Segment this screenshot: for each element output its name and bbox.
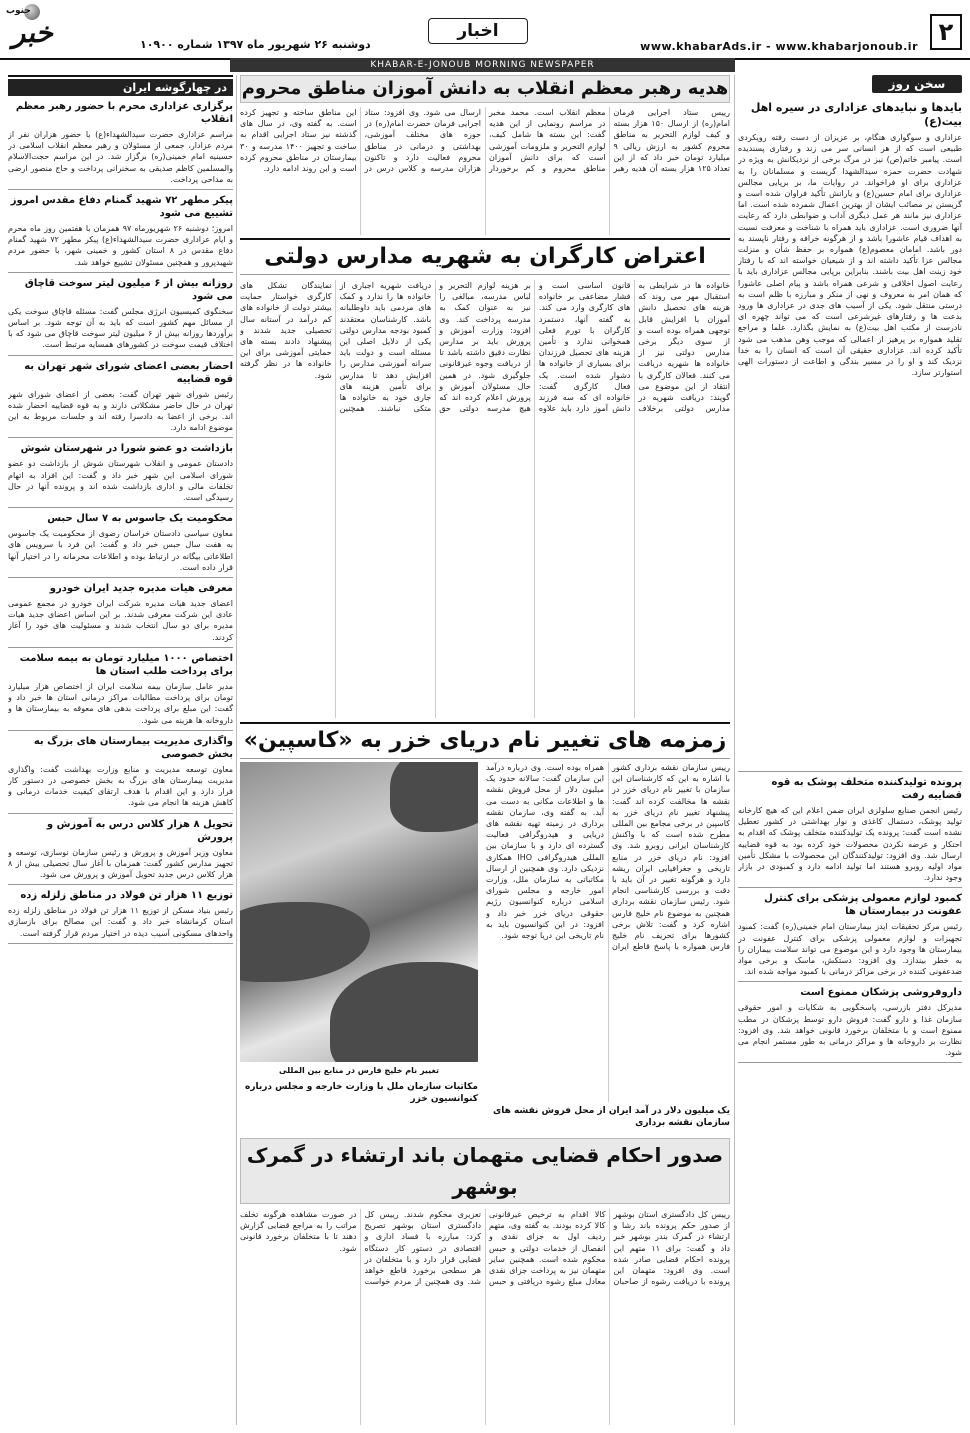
divider	[8, 577, 233, 578]
left-news-item	[8, 889, 233, 944]
editorial-tab: سخن روز	[872, 75, 962, 93]
story-4-headline: صدور احکام قضایی متهمان باند ارتشاء در گمرک بوشهر	[240, 1138, 730, 1204]
left-news-column	[8, 75, 233, 1425]
divider	[8, 189, 233, 190]
right-news-item-headline: داروفروشی پزشکان ممنوع است	[800, 987, 962, 999]
divider	[738, 887, 962, 888]
english-band: KHABAR-E-JONOUB MORNING NEWSPAPER	[230, 58, 735, 72]
left-news-item	[8, 277, 233, 356]
story-3-photo-block	[240, 762, 478, 1122]
right-news-item-text: مدیرکل دفتر بازرسی، پاسخگویی به شکایات و امور حقوقی سازمان غذا و دارو گفت: فروش دارو توسط پزشکان در مطب ممنوع است و با متخلفان برخورد قانونی خواهد شد. وی افزود: نظارت بر داروخانه ها و مراکز درمانی به طور مستمر انجام می شود.	[738, 1003, 962, 1058]
divider	[738, 981, 962, 982]
story-2-text: خانواده ها در شرایطی به استقبال مهر می روند که هزینه های تحصیل دانش آموزان با افزایش قابل توجهی همراه بوده است و از سوی دیگر برخی مدارس دولتی نیز از خانواده ها شهریه دریافت می کنند. فعالان کارگری با انتقاد از این موضوع می گویند: دریافت شهریه در مدارس دولتی برخلاف قانون اساسی است و فشار مضاعفی بر خانواده های کارگری وارد می کند. به گفته آنها، دستمزد کارگران با تورم فعلی همخوانی ندارد و تأمین هزینه های تحصیل فرزندان برای بسیاری از خانواده ها دشوار شده است. یک فعال کارگری گفت: خانواده ای که سه فرزند دانش آموز دارد باید علاوه بر هزینه لوازم التحریر و لباس مدرسه، مبالغی را نیز به عنوان کمک به مدرسه پرداخت کند. وی افزود: وزارت آموزش و پرورش باید بر مدارس نظارت دقیق داشته باشد تا از دریافت وجوه غیرقانونی جلوگیری شود. در همین حال مسئولان آموزش و پرورش اعلام کرده اند که هیچ مدرسه دولتی حق دریافت شهریه اجباری از خانواده ها را ندارد و کمک های مردمی باید داوطلبانه باشد. کارشناسان معتقدند کمبود بودجه مدارس دولتی یکی از دلایل اصلی این مسئله است و دولت باید سرانه آموزشی مدارس را افزایش دهد تا مدارس برای تأمین هزینه های جاری خود به خانواده ها متکی نباشند. همچنین نمایندگان تشکل های کارگری خواستار حمایت بیشتر دولت از خانواده های کم درآمد در آستانه سال تحصیلی جدید شدند و پیشنهاد دادند بسته های حمایتی آموزشی برای این خانواده ها در نظر گرفته شود.	[240, 281, 730, 414]
left-news-item-headline: اختصاص ۱۰۰۰ میلیارد تومان به بیمه سلامت برای پرداخت طلب استان ها	[19, 652, 233, 677]
divider	[8, 813, 233, 814]
left-news-item-text: رئیس بنیاد مسکن از توزیع ۱۱ هزار تن فولاد در مناطق زلزله زده استان کرمانشاه خبر داد و گفت: این مصالح برای بازسازی واحدهای مسکونی آسیب دیده در اختیار مردم قرار گرفته است.	[8, 906, 233, 938]
divider	[8, 507, 233, 508]
column-rule-left	[236, 75, 237, 1425]
left-news-item	[8, 512, 233, 578]
editorial-tab-bar	[738, 75, 962, 95]
left-news-item	[8, 100, 233, 190]
caspian-photo	[240, 762, 478, 1062]
editorial-text: عزاداری و سوگواری هنگام، بر عزیزان از دست رفته رویکردی طبیعی است که از هر انسانی سر می زند و رفتاری پسندیده است. پیامبر خاتم(ص) نیز در مرگ برخی از نزدیکانش به ویژه در شهادت حضرت حمزه سیدالشهدا گریست و مسلمانان را به عزاداری برای او فراخواند. در روایات ما، بر برپایی مجالس عزاداری برای امام حسین(ع) و یارانش تأکید فراوان شده است و گریستن بر مصائب ایشان از بهترین اعمال شمرده شده است. اما عزاداری نیز مانند هر عمل دیگری آداب و ضوابطی دارد که رعایت آنها ضروری است. عزاداری باید همراه با شناخت و معرفت نسبت به اهداف قیام عاشورا باشد و از هرگونه خرافه و رفتار ناپسند به دور باشد. امامان معصوم(ع) همواره بر حفظ شأن و منزلت مجالس عزا تأکید داشته اند و از شیعیان خواسته اند که با رفتار خود زینت اهل بیت باشند. بنابراین برپایی مجالس عزاداری باید با رعایت اصول اخلاقی و شرعی همراه باشد و پیام اصلی عاشورا که همان امر به معروف و نهی از منکر و مبارزه با ظلم است به درستی منتقل شود. یکی از آسیب های جدی در عزاداری ها ورود بدعت ها و رفتارهای غیرشرعی است که می تواند چهره ای نادرست از مکتب اهل بیت(ع) به نمایش بگذارد. علما و مراجع تقلید همواره بر پرهیز از اعمالی که موجب وهن مذهب می شود تأکید کرده اند. عزاداری حقیقی آن است که انسان را به خدا نزدیک کند و او را در مسیر بندگی و اطاعت از دستورات الهی استوارتر سازد.	[738, 133, 962, 378]
left-news-item	[8, 735, 233, 814]
right-news-item-headline: کمبود لوازم معمولی پزشکی برای کنترل عفونت در بیمارستان ها	[764, 893, 962, 918]
right-news-list	[738, 776, 962, 1063]
divider	[8, 884, 233, 885]
editorial-headline: بایدها و نبایدهای عزاداری در سیره اهل بیت(ع)	[750, 101, 962, 128]
right-news-item	[738, 892, 962, 982]
left-news-item-text: دادستان عمومی و انقلاب شهرستان شوش از بازداشت دو عضو شورای اسلامی این شهر خبر داد و گفت: این افراد به اتهام تخلفات مالی و اداری بازداشت شده اند و پرونده آنها در حال رسیدگی است.	[8, 459, 233, 503]
story-1-text: رییس ستاد اجرایی فرمان امام(ره) از ارسال ۱۵۰ هزار بسته و کیف لوازم التحریر به مناطق محروم کشور به ارزش ریالی ۹ میلیارد تومان خبر داد که از این تعداد ۱۲۵ هزار بسته آن هدیه رهبر معظم انقلاب است. محمد مخبر در مراسم رونمایی از این هدیه گفت: این بسته ها شامل کیف، لوازم التحریر و ملزومات آموزشی است که برای دانش آموزان مناطق محروم و کم برخوردار ارسال می شود. وی افزود: ستاد اجرایی فرمان حضرت امام(ره) در حوزه های مختلف آموزشی، بهداشتی و درمانی در مناطق محروم فعالیت دارد و تاکنون هزاران مدرسه و کلاس درس در این مناطق ساخته و تجهیز کرده است. به گفته وی، در سال های گذشته نیز ستاد اجرایی اقدام به ساخت و تجهیز ۱۴۰۰ مدرسه و ۳۰ بیمارستان در مناطق محروم کرده است و این روند ادامه دارد.	[240, 108, 730, 174]
left-news-item-text: مراسم عزاداری حضرت سیدالشهداء(ع) با حضور هزاران نفر از مردم عزادار، جمعی از مسئولان و رهبر معظم انقلاب اسلامی در حسینیه امام خمینی(ره) برگزار شد. در این مراسم حجت‌الاسلام والمسلمین کاظم صدیقی به سخنرانی پرداخت و حاج منصور ارضی به مداحی پرداخت.	[8, 130, 233, 184]
story-1	[240, 75, 730, 235]
story-3-text-block	[486, 762, 730, 1132]
left-news-item-text: معاون توسعه مدیریت و منابع وزارت بهداشت گفت: واگذاری مدیریت بیمارستان های بزرگ به بخش خصوصی در دستور کار قرار دارد و این اقدام با هدف ارتقای کیفیت خدمات درمانی و کاهش هزینه ها انجام می شود.	[8, 764, 233, 808]
story-4	[240, 1138, 730, 1425]
left-news-item	[8, 818, 233, 886]
right-column	[738, 75, 962, 1425]
left-news-item-headline: معرفی هیات مدیره جدید ایران خودرو	[49, 583, 233, 595]
left-news-item-headline: تحویل ۸ هزار کلاس درس به آموزش و پرورش	[46, 818, 233, 843]
left-news-item-headline: بازداشت دو عضو شورا در شهرستان شوش	[20, 443, 233, 455]
divider	[8, 272, 233, 273]
left-news-item-text: رئیس شورای شهر تهران گفت: بعضی از اعضای شورای شهر تهران در حال حاضر مشکلاتی دارند و به قوه قضاییه احضار شده اند. برخی از اعضا به دادسرا رفته اند و جلسات مربوط به این موضوع ادامه دارد.	[8, 389, 233, 433]
story-2-headline: اعتراض کارگران به شهریه مدارس دولتی	[240, 238, 730, 275]
page-number: ۲	[930, 14, 962, 50]
left-news-item-headline: برگزاری عزاداری محرم با حضور رهبر معظم انقلاب	[15, 101, 233, 125]
issue-info: دوشنبه ۲۶ شهریور ماه ۱۳۹۷ شماره ۱۰۹۰۰	[140, 38, 371, 51]
right-news-item-headline: پرونده تولیدکننده متخلف پوشک به قوه قضاییه رفت	[771, 777, 962, 801]
left-news-item	[8, 652, 233, 731]
left-news-item-headline: توزیع ۱۱ هزار تن فولاد در مناطق زلزله زده	[20, 890, 233, 902]
divider	[738, 1062, 962, 1063]
left-news-item	[8, 582, 233, 648]
left-news-item	[8, 360, 233, 439]
left-news-item-text: امروز؛ دوشنبه ۲۶ شهریورماه ۹۷ همزمان با هفتمین روز ماه محرم و ایام عزاداری حضرت سیدالشهداء(ع) پیکر مطهر ۷۲ شهید گمنام دفاع مقدس در ۸ استان کشور و خمینی شهر، با حضور مردم شهیدپرور و همچنین مسئولان تشییع خواهد شد.	[8, 224, 233, 267]
right-news-item	[738, 776, 962, 888]
left-news-item-text: مدیر عامل سازمان بیمه سلامت ایران از اختصاص هزار میلیارد تومان برای پرداخت مطالبات مراکز درمانی استان ها خبر داد و گفت: این مبلغ برای پرداخت بدهی های معوقه به بیمارستان ها و داروخانه ها هزینه می شود.	[8, 681, 233, 725]
left-news-item-text: معاون سیاسی دادستان خراسان رضوی از محکومیت یک جاسوس به هفت سال حبس خبر داد و گفت: این فرد با سرویس های اطلاعاتی بیگانه در ارتباط بوده و اطلاعات محرمانه را در اختیار آنها قرار داده است.	[8, 529, 233, 572]
column-rule-right	[734, 75, 735, 1425]
right-news-item	[738, 986, 962, 1063]
right-news-item-text: رئیس مرکز تحقیقات ایدز بیمارستان امام خمینی(ره) گفت: کمبود تجهیزات و لوازم معمولی پزشکی برای کنترل عفونت در بیمارستان ها وجود دارد و این موضوع می تواند سلامت بیماران را به خطر بیندازد. وی افزود: دستکش، ماسک و برخی مواد ضدعفونی کننده در برخی مراکز درمانی با کمبود مواجه شده اند.	[738, 922, 962, 977]
left-news-item	[8, 194, 233, 273]
site-urls[interactable]: www.khabarAds.ir - www.khabarjonoub.ir	[640, 40, 918, 53]
left-news-list	[8, 100, 233, 944]
story-4-text: رییس کل دادگستری استان بوشهر از صدور حکم پرونده باند رشا و ارتشاء در گمرک بندر بوشهر خبر داد و گفت: برای ۱۱ متهم این پرونده احکام قضایی صادر شده است. وی افزود: متهمان این پرونده با دریافت رشوه از صاحبان کالا اقدام به ترخیص غیرقانونی کالا کرده بودند. به گفته وی، متهم ردیف اول به جزای نقدی و انفصال از خدمات دولتی و حبس محکوم شده است. همچنین سایر متهمان نیز به پرداخت جزای نقدی معادل مبلغ رشوه دریافتی و حبس تعزیری محکوم شدند. رییس کل دادگستری استان بوشهر تصریح کرد: مبارزه با فساد اداری و اقتصادی در دستور کار دستگاه قضایی قرار دارد و با متخلفان در هر سطحی برخورد قاطع خواهد شد. وی همچنین از مردم خواست در صورت مشاهده هرگونه تخلف مراتب را به مراجع قضایی گزارش دهند تا با متخلفان برخورد قانونی شود.	[240, 1210, 730, 1287]
left-news-item-text: اعضای جدید هیات مدیره شرکت ایران خودرو در مجمع عمومی عادی این شرکت معرفی شدند. بر این اساس اعضای جدید هیات مدیره برای دو سال انتخاب شدند و مسئولیت های خود را آغاز کردند.	[8, 599, 233, 642]
left-news-item-headline: احضار بعضی اعضای شورای شهر تهران به قوه قضاییه	[24, 360, 233, 385]
left-section-head: در چهارگوشه ایران	[8, 79, 233, 96]
left-news-item	[8, 442, 233, 508]
story-3	[240, 722, 730, 1134]
left-news-item-headline: محکومیت یک جاسوس به ۷ سال حبس	[47, 513, 233, 525]
left-news-item-text: معاون وزیر آموزش و پرورش و رئیس سازمان نوسازی، توسعه و تجهیز مدارس کشور گفت: همزمان با آغاز سال تحصیلی بیش از ۸ هزار کلاس درس جدید تحویل آموزش و پرورش می شود.	[8, 847, 233, 879]
story-2	[240, 238, 730, 718]
story-3-subhead-1: یک میلیون دلار در آمد ایران از محل فروش نقشه های سازمان نقشه برداری	[492, 1106, 730, 1128]
story-3-subhead-2: مکاتبات سازمان ملل با وزارت خارجه و مجلس درباره کنوانسیون خزر	[245, 1082, 478, 1104]
story-1-headline: هدیه رهبر معظم انقلاب به دانش آموزان مناطق محروم	[240, 75, 730, 103]
photo-caption: تغییر نام خلیج فارس در منابع بین المللی	[279, 1066, 439, 1075]
left-news-item-headline: پیکر مطهر ۷۲ شهید گمنام دفاع مقدس امروز تشییع می شود	[10, 195, 233, 220]
divider	[738, 771, 962, 772]
logo-subtitle: جنوب	[6, 6, 31, 16]
divider	[8, 943, 233, 944]
divider	[8, 647, 233, 648]
left-news-item-headline: واگذاری مدیریت بیمارستان های بزرگ به بخش خصوصی	[33, 735, 233, 760]
divider	[8, 437, 233, 438]
right-news-item-text: رئیس انجمن صنایع سلولزی ایران ضمن اعلام این که هیچ کارخانه تولید پوشک، دستمال کاغذی و نوار بهداشتی در کشور تعطیل نشده است گفت: پرونده یک تولیدکننده متخلف پوشک که اقدام به احتکار و عرضه نکردن محصولات خود کرده بود به قوه قضاییه ارسال شد. وی افزود: تولیدکنندگان این محصولات با مشکل تأمین مواد اولیه روبرو هستند اما تولید ادامه دارد و کمبودی در بازار وجود ندارد.	[738, 806, 962, 883]
left-news-item-headline: روزانه بیش از ۶ میلیون لیتر سوخت قاچاق می شود	[24, 277, 233, 302]
divider	[8, 730, 233, 731]
story-3-text: رییس سازمان نقشه برداری کشور با اشاره به این که کارشناسان این سازمان با تغییر نام دریای خزر در نقشه ها مخالفت کرده اند گفت: پیشنهاد تغییر نام دریای خزر به کاسپین در برخی مجامع بین المللی مطرح شده است که با واکنش کارشناسان ایرانی روبرو شد. وی افزود: نام دریای خزر در منابع تاریخی و جغرافیایی ایران ریشه دارد و هرگونه تغییر در آن باید با دقت و بررسی کارشناسی انجام شود. رئیس سازمان نقشه برداری همچنین به موضوع نام خلیج فارس اشاره کرد و گفت: تلاش برخی کشورها برای تحریف نام خلیج فارس همواره با پاسخ قاطع ایران همراه بوده است. وی درباره درآمد این سازمان گفت: سالانه حدود یک میلیون دلار از محل فروش نقشه ها و اطلاعات مکانی به دست می آید. به گفته وی، سازمان نقشه برداری در زمینه تهیه نقشه های دریایی و هیدروگرافی فعالیت گسترده ای دارد و با سازمان بین المللی هیدروگرافی IHO همکاری نزدیکی دارد. وی همچنین از ارسال مکاتباتی به سازمان ملل، وزارت امور خارجه و مجلس شورای اسلامی درباره کنوانسیون رژیم حقوقی دریای خزر خبر داد و افزود: در این کنوانسیون باید به نام تاریخی این دریا توجه شود.	[486, 763, 730, 952]
newspaper-logo	[6, 4, 70, 54]
divider	[8, 355, 233, 356]
section-label: اخبار	[428, 18, 528, 44]
logo-text: خبر	[10, 16, 59, 49]
left-news-item-text: سخنگوی کمیسیون انرژی مجلس گفت: مسئله قاچاق سوخت یکی از مسائل مهم کشور است که باید به آن توجه شود. بر اساس برآوردها روزانه بیش از ۶ میلیون لیتر سوخت قاچاق می شود که با اختلاف قیمت سوخت در کشورهای همسایه مرتبط است.	[8, 306, 233, 350]
masthead	[0, 0, 970, 60]
story-3-headline: زمزمه های تغییر نام دریای خزر به «کاسپین»	[240, 722, 730, 759]
